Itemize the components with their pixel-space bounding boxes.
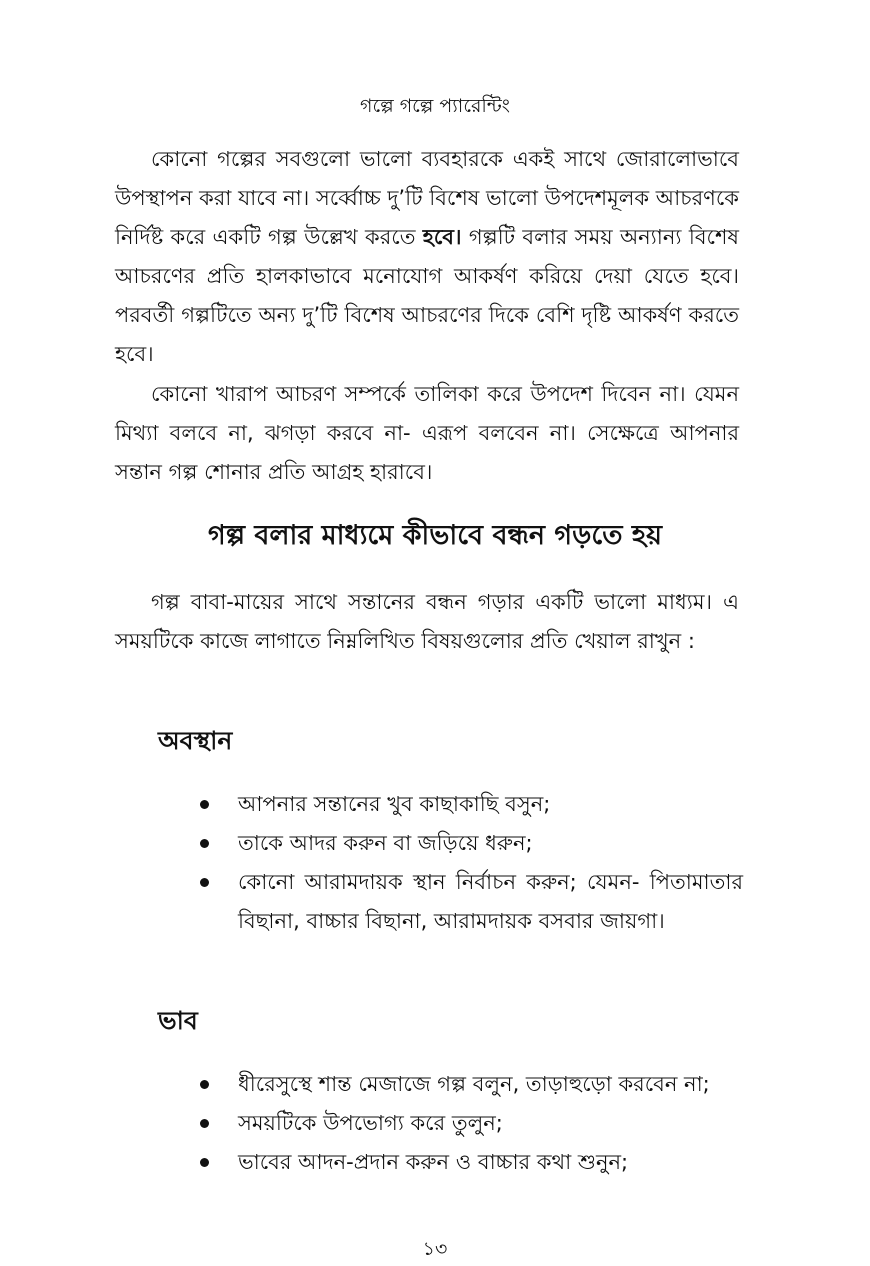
bullet-icon <box>200 800 209 809</box>
list-item-text: ধীরেসুস্থে শান্ত মেজাজে গল্প বলুন, তাড়াহুড়ো করবেন না; <box>238 1072 710 1096</box>
bullet-icon <box>200 1119 209 1128</box>
bullet-icon <box>200 839 209 848</box>
paragraph-1 <box>115 140 739 374</box>
list-item-text: কোনো আরামদায়ক স্থান নির্বাচন করুন; যেমন- পিতামাতার বিছানা, বাচ্চার বিছানা, আরামদায়ক বসবার জায়গা। <box>238 870 743 933</box>
subsection-title-mood: ভাব <box>158 1006 198 1035</box>
paragraph-1-text: কোনো গল্পের সবগুলো ভালো ব্যবহারকে একই সাথে জোরালোভাবে উপস্থাপন করা যাবে না। সর্ব্বোচ্চ দু’টি বিশেষ ভালো উপদেশমূলক আচরণকে নির্দিষ্ট করে একটি গল্প উল্লেখ করতে <box>115 147 739 249</box>
paragraph-2 <box>115 375 739 492</box>
subsection-title-position: অবস্থান <box>158 726 233 755</box>
bullet-icon <box>200 1158 209 1167</box>
list-item <box>198 785 743 824</box>
paragraph-3-text: গল্প বাবা-মায়ের সাথে সন্তানের বন্ধন গড়ার একটি ভালো মাধ্যম। এ সময়টিকে কাজে লাগাতে নিম্নলিখিত বিষয়গুলোর প্রতি খেয়াল রাখুন : <box>115 590 739 653</box>
running-header: গল্পে গল্পে প্যারেন্টিং <box>360 95 510 117</box>
list-item-text: আপনার সন্তানের খুব কাছাকাছি বসুন; <box>238 792 551 816</box>
paragraph-2-text: কোনো খারাপ আচরণ সম্পর্কে তালিকা করে উপদেশ দিবেন না। যেমন মিথ্যা বলবে না, ঝগড়া করবে না- এরূপ বলবেন না। সেক্ষেত্রে আপনার সন্তান গল্প শোনার প্রতি আগ্রহ হারাবে। <box>115 382 739 484</box>
bullet-icon <box>200 878 209 887</box>
paragraph-3 <box>115 583 739 661</box>
bullet-list-position <box>198 785 743 941</box>
list-item-text: ভাবের আদন-প্রদান করুন ও বাচ্চার কথা শুনুন; <box>238 1150 629 1174</box>
list-item <box>198 863 743 941</box>
section-heading: গল্প বলার মাধ্যমে কীভাবে বন্ধন গড়তে হয় <box>208 520 662 551</box>
list-item <box>198 1104 743 1143</box>
list-item <box>198 1065 743 1104</box>
list-item-text: তাকে আদর করুন বা জড়িয়ে ধরুন; <box>238 831 533 855</box>
paragraph-1-bold: হবে। <box>422 225 462 249</box>
page-number: ১৩ <box>422 1238 448 1260</box>
paragraph-1-rest: গল্পটি বলার সময় অন্যান্য বিশেষ আচরণের প্রতি হালকাভাবে মনোযোগ আকর্ষণ করিয়ে দেয়া যেতে হবে। পরবর্তী গল্পটিতে অন্য দু’টি বিশেষ আচরণের দিকে বেশি দৃষ্টি আকর্ষণ করতে হবে। <box>115 225 739 366</box>
list-item <box>198 1143 743 1182</box>
list-item-text: সময়টিকে উপভোগ্য করে তুলুন; <box>238 1111 503 1135</box>
list-item <box>198 824 743 863</box>
bullet-icon <box>200 1080 209 1089</box>
bullet-list-mood <box>198 1065 743 1182</box>
